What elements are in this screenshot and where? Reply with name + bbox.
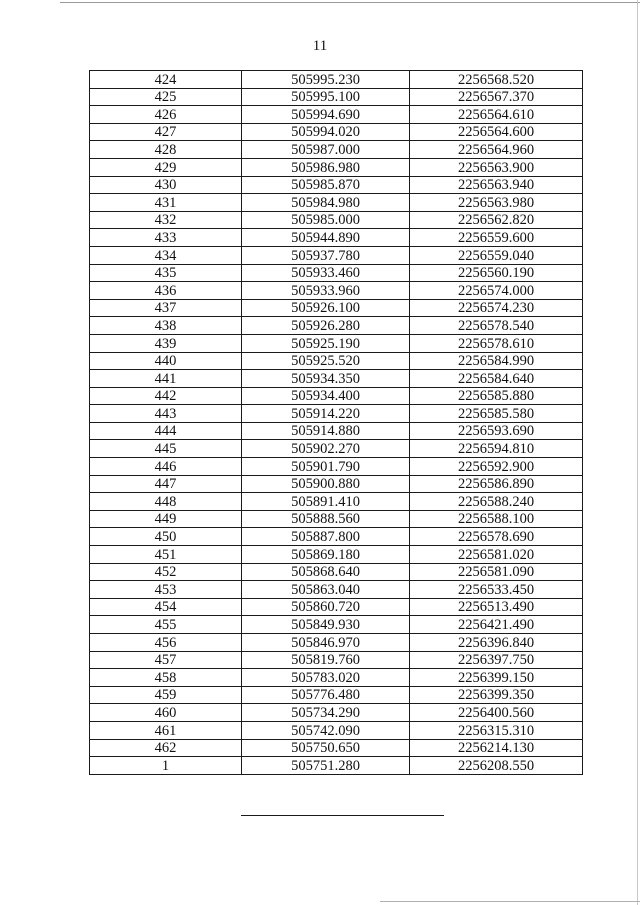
table-row: [90, 370, 583, 388]
point-number-cell: 456: [90, 634, 242, 652]
table-row: [90, 440, 583, 458]
y-coordinate-cell: 2256421.490: [410, 616, 583, 634]
point-number-cell: 442: [90, 387, 242, 405]
y-coordinate-cell: 2256397.750: [410, 651, 583, 669]
point-number-cell: 431: [90, 194, 242, 212]
point-number-cell: 444: [90, 422, 242, 440]
table-row: [90, 510, 583, 528]
point-number-cell: 446: [90, 458, 242, 476]
x-coordinate-cell: 505860.720: [242, 598, 410, 616]
point-number-cell: 435: [90, 264, 242, 282]
y-coordinate-cell: 2256574.000: [410, 282, 583, 300]
table-row: [90, 651, 583, 669]
coordinates-table: [89, 70, 583, 775]
point-number-cell: 454: [90, 598, 242, 616]
point-number-cell: 439: [90, 334, 242, 352]
table-row: [90, 352, 583, 370]
y-coordinate-cell: 2256559.600: [410, 229, 583, 247]
y-coordinate-cell: 2256592.900: [410, 458, 583, 476]
table-row: [90, 634, 583, 652]
point-number-cell: 449: [90, 510, 242, 528]
x-coordinate-cell: 505887.800: [242, 528, 410, 546]
scan-edge-right: [637, 0, 638, 905]
point-number-cell: 437: [90, 299, 242, 317]
y-coordinate-cell: 2256563.900: [410, 158, 583, 176]
table-row: [90, 229, 583, 247]
x-coordinate-cell: 505751.280: [242, 757, 410, 775]
table-row: [90, 757, 583, 775]
table-row: [90, 546, 583, 564]
x-coordinate-cell: 505985.870: [242, 176, 410, 194]
point-number-cell: 427: [90, 123, 242, 141]
x-coordinate-cell: 505986.980: [242, 158, 410, 176]
table-row: [90, 334, 583, 352]
point-number-cell: 436: [90, 282, 242, 300]
table-row: [90, 739, 583, 757]
table-row: [90, 387, 583, 405]
x-coordinate-cell: 505869.180: [242, 546, 410, 564]
table-row: [90, 475, 583, 493]
x-coordinate-cell: 505742.090: [242, 721, 410, 739]
y-coordinate-cell: 2256564.600: [410, 123, 583, 141]
point-number-cell: 462: [90, 739, 242, 757]
y-coordinate-cell: 2256584.640: [410, 370, 583, 388]
y-coordinate-cell: 2256588.240: [410, 493, 583, 511]
x-coordinate-cell: 505984.980: [242, 194, 410, 212]
x-coordinate-cell: 505933.460: [242, 264, 410, 282]
x-coordinate-cell: 505926.100: [242, 299, 410, 317]
x-coordinate-cell: 505868.640: [242, 563, 410, 581]
x-coordinate-cell: 505914.220: [242, 405, 410, 423]
y-coordinate-cell: 2256593.690: [410, 422, 583, 440]
x-coordinate-cell: 505994.690: [242, 106, 410, 124]
x-coordinate-cell: 505926.280: [242, 317, 410, 335]
table-row: [90, 405, 583, 423]
x-coordinate-cell: 505819.760: [242, 651, 410, 669]
x-coordinate-cell: 505901.790: [242, 458, 410, 476]
point-number-cell: 445: [90, 440, 242, 458]
y-coordinate-cell: 2256513.490: [410, 598, 583, 616]
point-number-cell: 432: [90, 211, 242, 229]
table-row: [90, 71, 583, 89]
point-number-cell: 451: [90, 546, 242, 564]
point-number-cell: 428: [90, 141, 242, 159]
y-coordinate-cell: 2256568.520: [410, 71, 583, 89]
y-coordinate-cell: 2256214.130: [410, 739, 583, 757]
table-row: [90, 123, 583, 141]
table-row: [90, 317, 583, 335]
end-rule: [241, 815, 444, 816]
point-number-cell: 452: [90, 563, 242, 581]
coordinates-table-body: [90, 71, 583, 775]
y-coordinate-cell: 2256574.230: [410, 299, 583, 317]
table-row: [90, 669, 583, 687]
point-number-cell: 448: [90, 493, 242, 511]
table-row: [90, 581, 583, 599]
point-number-cell: 429: [90, 158, 242, 176]
table-row: [90, 211, 583, 229]
point-number-cell: 461: [90, 721, 242, 739]
table-row: [90, 493, 583, 511]
table-row: [90, 106, 583, 124]
y-coordinate-cell: 2256563.980: [410, 194, 583, 212]
point-number-cell: 457: [90, 651, 242, 669]
point-number-cell: 433: [90, 229, 242, 247]
point-number-cell: 434: [90, 246, 242, 264]
point-number-cell: 438: [90, 317, 242, 335]
x-coordinate-cell: 505888.560: [242, 510, 410, 528]
y-coordinate-cell: 2256399.150: [410, 669, 583, 687]
point-number-cell: 450: [90, 528, 242, 546]
x-coordinate-cell: 505934.400: [242, 387, 410, 405]
table-row: [90, 721, 583, 739]
y-coordinate-cell: 2256586.890: [410, 475, 583, 493]
x-coordinate-cell: 505995.230: [242, 71, 410, 89]
point-number-cell: 460: [90, 704, 242, 722]
table-row: [90, 246, 583, 264]
y-coordinate-cell: 2256399.350: [410, 686, 583, 704]
y-coordinate-cell: 2256559.040: [410, 246, 583, 264]
y-coordinate-cell: 2256578.690: [410, 528, 583, 546]
x-coordinate-cell: 505987.000: [242, 141, 410, 159]
x-coordinate-cell: 505925.520: [242, 352, 410, 370]
x-coordinate-cell: 505985.000: [242, 211, 410, 229]
x-coordinate-cell: 505914.880: [242, 422, 410, 440]
point-number-cell: 443: [90, 405, 242, 423]
x-coordinate-cell: 505783.020: [242, 669, 410, 687]
table-row: [90, 458, 583, 476]
point-number-cell: 1: [90, 757, 242, 775]
y-coordinate-cell: 2256315.310: [410, 721, 583, 739]
x-coordinate-cell: 505934.350: [242, 370, 410, 388]
x-coordinate-cell: 505994.020: [242, 123, 410, 141]
x-coordinate-cell: 505902.270: [242, 440, 410, 458]
table-row: [90, 88, 583, 106]
point-number-cell: 425: [90, 88, 242, 106]
x-coordinate-cell: 505925.190: [242, 334, 410, 352]
x-coordinate-cell: 505863.040: [242, 581, 410, 599]
point-number-cell: 447: [90, 475, 242, 493]
y-coordinate-cell: 2256567.370: [410, 88, 583, 106]
table-row: [90, 563, 583, 581]
x-coordinate-cell: 505750.650: [242, 739, 410, 757]
scan-edge-bottom: [380, 901, 640, 902]
y-coordinate-cell: 2256588.100: [410, 510, 583, 528]
table-row: [90, 299, 583, 317]
y-coordinate-cell: 2256564.610: [410, 106, 583, 124]
x-coordinate-cell: 505776.480: [242, 686, 410, 704]
table-row: [90, 282, 583, 300]
point-number-cell: 459: [90, 686, 242, 704]
x-coordinate-cell: 505944.890: [242, 229, 410, 247]
table-row: [90, 422, 583, 440]
y-coordinate-cell: 2256208.550: [410, 757, 583, 775]
y-coordinate-cell: 2256563.940: [410, 176, 583, 194]
y-coordinate-cell: 2256581.020: [410, 546, 583, 564]
point-number-cell: 430: [90, 176, 242, 194]
y-coordinate-cell: 2256581.090: [410, 563, 583, 581]
point-number-cell: 424: [90, 71, 242, 89]
x-coordinate-cell: 505849.930: [242, 616, 410, 634]
y-coordinate-cell: 2256585.580: [410, 405, 583, 423]
table-row: [90, 704, 583, 722]
table-row: [90, 528, 583, 546]
table-row: [90, 194, 583, 212]
point-number-cell: 441: [90, 370, 242, 388]
point-number-cell: 455: [90, 616, 242, 634]
x-coordinate-cell: 505891.410: [242, 493, 410, 511]
y-coordinate-cell: 2256560.190: [410, 264, 583, 282]
scan-edge-top: [60, 2, 640, 3]
y-coordinate-cell: 2256396.840: [410, 634, 583, 652]
x-coordinate-cell: 505734.290: [242, 704, 410, 722]
y-coordinate-cell: 2256400.560: [410, 704, 583, 722]
table-row: [90, 264, 583, 282]
table-row: [90, 176, 583, 194]
y-coordinate-cell: 2256564.960: [410, 141, 583, 159]
y-coordinate-cell: 2256578.610: [410, 334, 583, 352]
x-coordinate-cell: 505937.780: [242, 246, 410, 264]
y-coordinate-cell: 2256584.990: [410, 352, 583, 370]
table-row: [90, 616, 583, 634]
point-number-cell: 453: [90, 581, 242, 599]
y-coordinate-cell: 2256533.450: [410, 581, 583, 599]
y-coordinate-cell: 2256562.820: [410, 211, 583, 229]
table-row: [90, 686, 583, 704]
x-coordinate-cell: 505933.960: [242, 282, 410, 300]
point-number-cell: 440: [90, 352, 242, 370]
x-coordinate-cell: 505900.880: [242, 475, 410, 493]
point-number-cell: 458: [90, 669, 242, 687]
y-coordinate-cell: 2256578.540: [410, 317, 583, 335]
point-number-cell: 426: [90, 106, 242, 124]
x-coordinate-cell: 505846.970: [242, 634, 410, 652]
table-row: [90, 598, 583, 616]
x-coordinate-cell: 505995.100: [242, 88, 410, 106]
page-number: 11: [312, 38, 328, 54]
y-coordinate-cell: 2256585.880: [410, 387, 583, 405]
y-coordinate-cell: 2256594.810: [410, 440, 583, 458]
table-row: [90, 158, 583, 176]
table-row: [90, 141, 583, 159]
